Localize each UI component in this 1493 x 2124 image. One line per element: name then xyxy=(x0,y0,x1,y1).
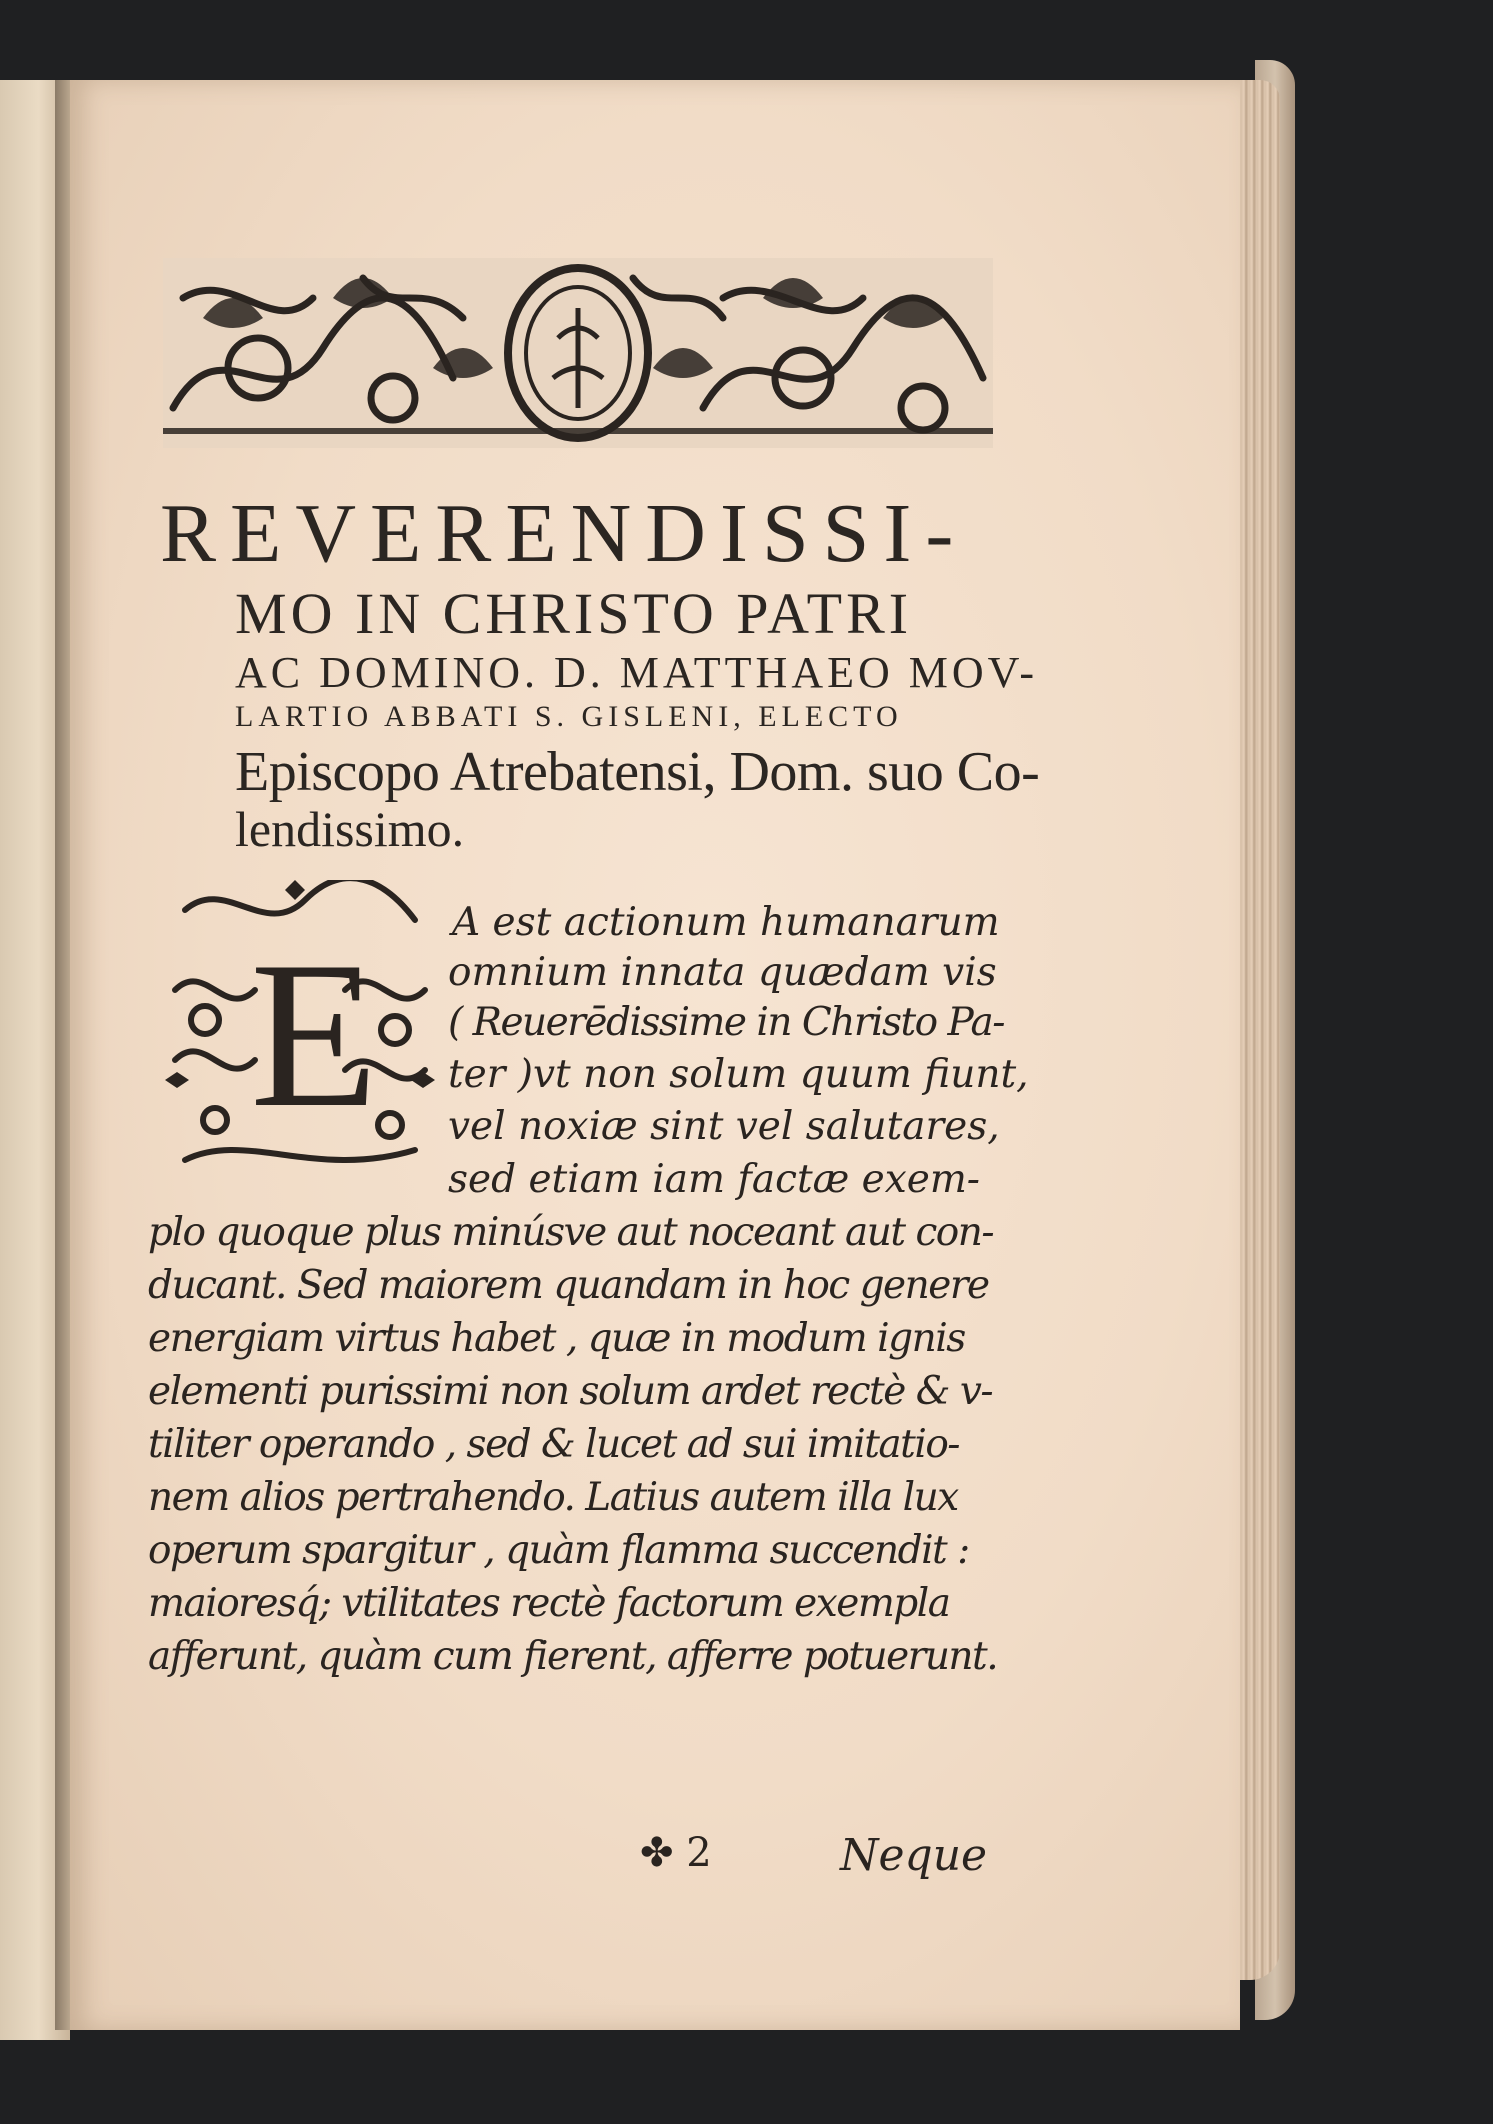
text-line: omnium innata quædam vis xyxy=(448,950,997,995)
text-line: ducant. Sed maiorem quandam in hoc genere xyxy=(148,1263,989,1308)
woodcut-headpiece xyxy=(163,258,993,448)
text-line: ( Reuerēdissime in Christo Pa- xyxy=(448,1000,1004,1045)
text-line: plo quoque plus minúsve aut noceant aut con- xyxy=(148,1210,994,1255)
text-line: elementi purissimi non solum ardet rectè & v- xyxy=(148,1369,993,1414)
text-line: sed etiam iam factæ exem- xyxy=(448,1157,980,1202)
heading-line-1: REVERENDISSI- xyxy=(160,487,968,580)
text-line: nem alios pertrahendo. Latius autem illa lux xyxy=(148,1475,958,1520)
heading-line-4: LARTIO ABBATI S. GISLENI, ELECTO xyxy=(235,700,903,733)
signature-mark: ✤ 2 xyxy=(640,1830,712,1876)
heading-line-5: Episcopo Atrebatensi, Dom. suo Co- xyxy=(235,741,1040,803)
text-line: maioresq́; vtilitates rectè factorum exempla xyxy=(148,1581,950,1626)
catchword: Neque xyxy=(840,1830,988,1881)
text-line: A est actionum humanarum xyxy=(452,900,1000,945)
text-line: tiliter operando , sed & lucet ad sui imitatio- xyxy=(148,1422,959,1467)
text-line: vel noxiæ sint vel salutares, xyxy=(448,1104,1000,1149)
text-line: afferunt, quàm cum fierent, afferre potuerunt. xyxy=(148,1634,998,1679)
heading-line-3: AC DOMINO. D. MATTHAEO MOV- xyxy=(235,648,1039,697)
text-line: operum spargitur , quàm flamma succendit : xyxy=(148,1528,969,1573)
text-line: ter )vt non solum quum fiunt, xyxy=(448,1052,1029,1097)
text-line: energiam virtus habet , quæ in modum ignis xyxy=(148,1316,965,1361)
heading-line-6: lendissimo. xyxy=(235,801,465,857)
drop-cap-letter: E xyxy=(250,919,379,1151)
heading-line-2: MO IN CHRISTO PATRI xyxy=(235,581,913,646)
